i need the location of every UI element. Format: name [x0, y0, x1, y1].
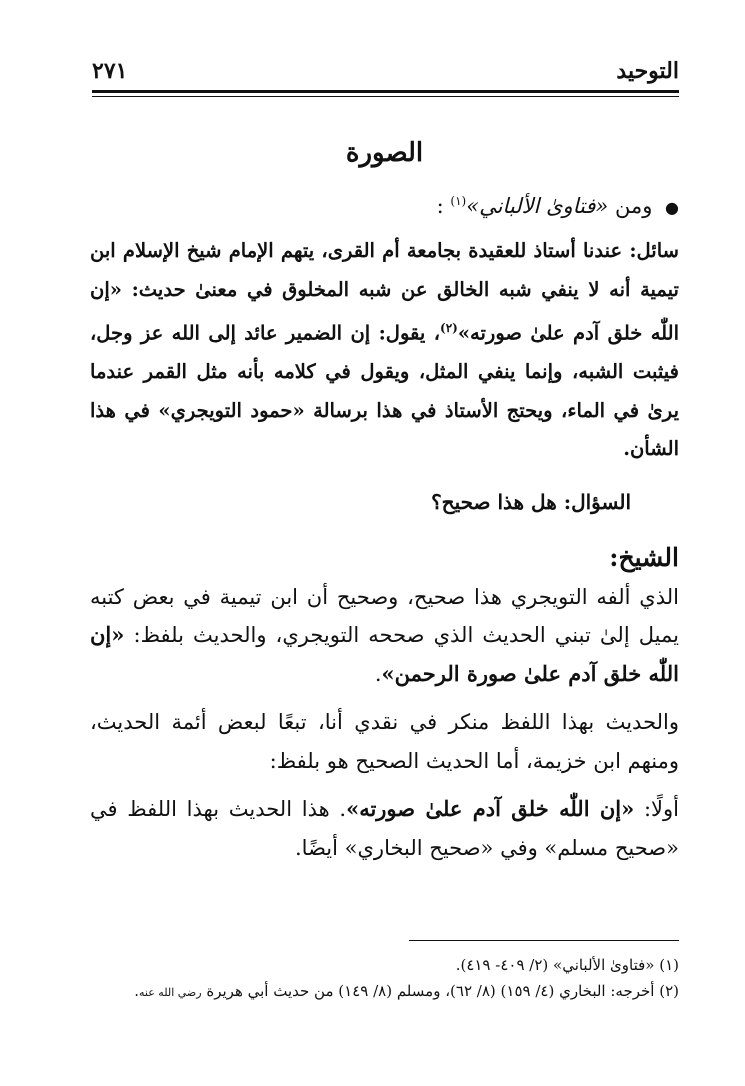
footnote-1: (١) «فتاوىٰ الألباني» (٢/ ٤٠٩- ٤١٩).: [455, 956, 679, 974]
source-name: «فتاوىٰ الألباني»: [466, 194, 609, 218]
header-rule-thick: [92, 90, 679, 93]
footnote-ref-2: (٢): [440, 321, 458, 335]
header-rule-thin: [92, 96, 679, 97]
question-part-1: سائل: عندنا أستاذ للعقيدة بجامعة أم القرى، يتهم الإمام شيخ الإسلام ابن تيمية أنه لا ينفي شبه الخالق عن شبه المخلوق في معنىٰ حديث: «إن اللّٰه خلق آدم علىٰ صورته»: [90, 239, 679, 345]
answer-paragraph-3: [90, 790, 679, 867]
answer-p1-text: الذي ألفه التويجري هذا صحيح، وصحيح أن ابن تيمية في بعض كتبه يميل إلىٰ تبني الحديث الذي صححه التويجري، والحديث بلفظ:: [90, 584, 679, 647]
footnote-2-text: (٢) أخرجه: البخاري (٤/ ١٥٩) (٨/ ٦٢)، ومسلم (٨/ ١٤٩) من حديث أبي هريرة: [206, 982, 679, 1000]
honorific-glyph: رضي الله عنه: [139, 986, 202, 999]
running-title: التوحيد: [616, 58, 679, 84]
footnote-ref-1: (١): [450, 194, 467, 208]
question-part-2: ، يقول: إن الضمير عائد إلى الله عز وجل، فيثبت الشبه، وإنما ينفي المثل، ويقول في كلامه بأنه مثل القمر عندما يرىٰ في الماء، ويحتج الأستاذ في هذا برسالة «حمود التويجري» في هذا الشأن.: [90, 321, 679, 460]
answer-p3-rest: . هذا الحديث بهذا اللفظ في «صحيح مسلم» وفي «صحيح البخاري» أيضًا.: [90, 797, 679, 860]
shaykh-label: الشيخ:: [609, 542, 679, 572]
answer-paragraph-2: والحديث بهذا اللفظ منكر في نقدي أنا، تبعًا لبعض أئمة الحديث، ومنهم ابن خزيمة، أما الحديث الصحيح هو بلفظ:: [90, 710, 679, 773]
answer-p1-end: .: [374, 661, 382, 686]
question-short: السؤال: هل هذا صحيح؟: [431, 489, 631, 514]
source-line: [90, 194, 679, 218]
footnote-2: [92, 978, 679, 1006]
bullet-icon: ●: [665, 198, 679, 217]
section-title: الصورة: [345, 138, 424, 168]
footnote-2-end: .: [134, 982, 140, 1000]
source-suffix: :: [436, 194, 444, 218]
question-text: [90, 232, 679, 469]
footnote-rule: [409, 940, 679, 941]
page-body: [90, 138, 679, 877]
answer-p3-start: أولًا:: [643, 797, 679, 821]
page-number: ٢٧١: [92, 58, 128, 84]
answer-p3-hadith: «إن اللّٰه خلق آدم علىٰ صورته»: [346, 796, 635, 821]
source-prefix: ومن: [614, 194, 653, 218]
answer-p1-hadith: «إن اللّٰه خلق آدم علىٰ صورة الرحمن»: [90, 622, 679, 686]
answer-paragraph-1: [90, 578, 679, 694]
page-header: [92, 58, 679, 88]
footnotes: [92, 952, 679, 1006]
